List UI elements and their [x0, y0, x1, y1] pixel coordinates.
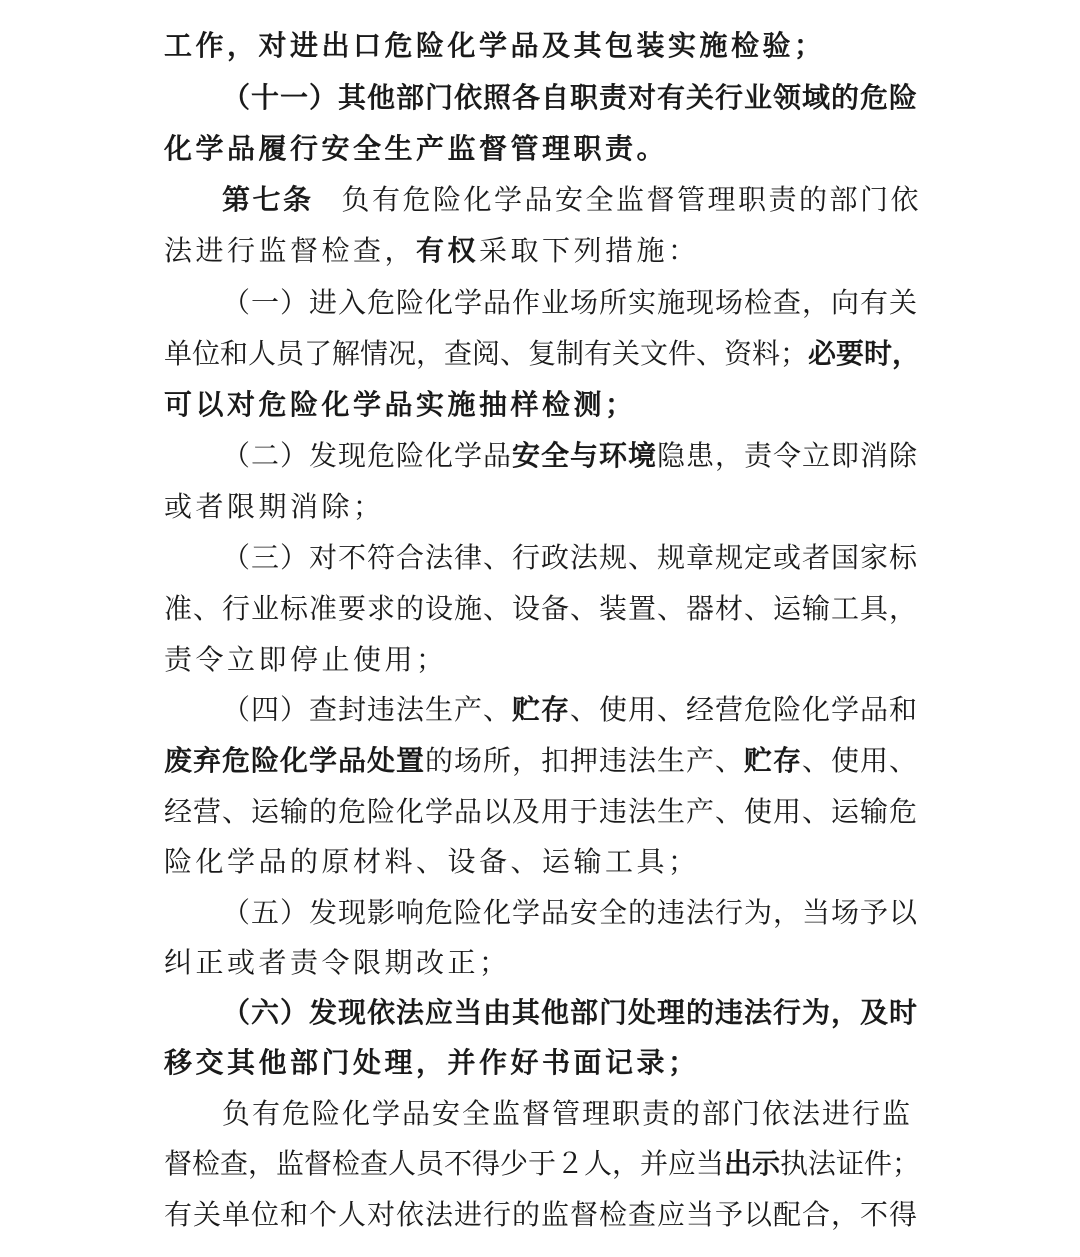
- text-run: 出示: [724, 1147, 781, 1180]
- text-run: 废弃危险化学品处置: [164, 744, 426, 777]
- text-line: [222, 72, 922, 124]
- text-run: 法进行监督检查，: [164, 234, 417, 267]
- text-run: 化学品履行安全生产监督管理职责。: [164, 132, 669, 165]
- text-run: （三）对不符合法律、行政法规、规章规定或者国家标: [222, 541, 919, 574]
- text-run: （二）发现危险化学品: [222, 439, 513, 472]
- text-run: （一）进入危险化学品作业场所实施现场检查，向有关: [222, 286, 919, 319]
- text-line: [164, 634, 924, 686]
- text-run: 隐患，责令立即消除: [657, 439, 919, 472]
- text-line: [222, 987, 922, 1039]
- article-number: 第七条: [222, 183, 314, 216]
- text-run: 准、行业标准要求的设施、设备、装置、器材、运输工具，: [164, 592, 919, 625]
- text-line: [222, 684, 922, 736]
- text-run: 督检查，监督检查人员不得少于２人，并应当: [164, 1147, 725, 1180]
- text-run: 单位和人员了解情况，查阅、复制有关文件、资料；: [164, 337, 809, 370]
- text-run: 工作，对进出口危险化学品及其包装实施检验；: [164, 29, 826, 62]
- text-line: [222, 1088, 922, 1140]
- text-run: （六）发现依法应当由其他部门处理的违法行为，及时: [222, 996, 919, 1029]
- text-run: 负有危险化学品安全监督管理职责的部门依法进行监: [222, 1097, 913, 1130]
- text-line: [164, 123, 924, 175]
- text-line: [164, 20, 924, 72]
- text-line: [164, 328, 924, 380]
- text-line: [164, 937, 924, 989]
- text-line: [164, 481, 924, 533]
- text-run: （十一）其他部门依照各自职责对有关行业领域的危险: [222, 81, 919, 114]
- text-run: 贮存: [512, 693, 571, 726]
- text-run: 险化学品的原材料、设备、运输工具；: [164, 845, 700, 878]
- text-line: [164, 735, 924, 787]
- text-line: [222, 430, 922, 482]
- text-run: 执法证件；: [780, 1147, 921, 1180]
- text-line: [222, 277, 922, 329]
- text-run: 或者限期消除；: [164, 490, 385, 523]
- text-run: 贮存: [744, 744, 803, 777]
- text-run: 采取下列措施：: [479, 234, 700, 267]
- text-run: 可以对危险化学品实施抽样检测；: [164, 388, 637, 421]
- text-run: 经营、运输的危险化学品以及用于违法生产、使用、运输危: [164, 795, 919, 828]
- text-run: 必要时，: [808, 337, 921, 370]
- text-line: [164, 1037, 924, 1089]
- text-run: 、使用、经营危险化学品和: [570, 693, 919, 726]
- text-line: [164, 786, 924, 838]
- text-run: 负有危险化学品安全监督管理职责的部门依: [341, 183, 922, 216]
- text-run: 纠正或者责令限期改正；: [164, 946, 511, 979]
- text-line: [164, 1138, 924, 1190]
- text-line: [222, 532, 922, 584]
- text-line: [164, 583, 924, 635]
- text-line: [164, 379, 924, 431]
- text-run: 移交其他部门处理，并作好书面记录；: [164, 1046, 700, 1079]
- article-line: [222, 174, 922, 226]
- text-run: 有权: [416, 234, 480, 267]
- text-run: 有关单位和个人对依法进行的监督检查应当予以配合，不得: [164, 1198, 919, 1231]
- text-line: [164, 1189, 924, 1241]
- text-line: [222, 887, 922, 939]
- text-line: [164, 225, 924, 277]
- text-run: 安全与环境: [512, 439, 658, 472]
- text-run: 责令立即停止使用；: [164, 643, 448, 676]
- text-line: [164, 836, 924, 888]
- text-run: （四）查封违法生产、: [222, 693, 513, 726]
- text-run: 、使用、: [802, 744, 919, 777]
- text-run: （五）发现影响危险化学品安全的违法行为，当场予以: [222, 896, 919, 929]
- text-run: 的场所，扣押违法生产、: [425, 744, 745, 777]
